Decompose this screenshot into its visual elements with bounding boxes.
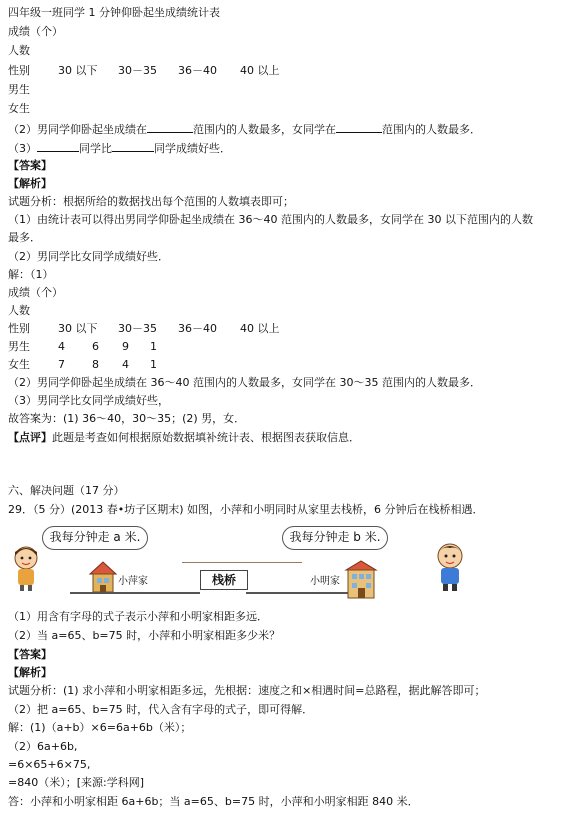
table1-range-row [8, 64, 338, 78]
table1-gender-header: 性别 [8, 64, 30, 77]
table1-range-3: 36－40 [178, 64, 217, 77]
analysis1-line4: （2）男同学比女同学成绩好些． [8, 250, 169, 263]
q2-text-a: （2）男同学仰卧起坐成绩在 [8, 123, 147, 136]
question-3 [8, 140, 231, 156]
boy-icon [430, 540, 470, 592]
table2-people-header: 人数 [8, 304, 30, 317]
answer-tag-2: 【答案】 [8, 648, 52, 661]
q3-text-c: 同学成绩好些． [154, 142, 231, 155]
analysis2-line5: =6×65+6×75, [8, 758, 91, 771]
table2-range-row [8, 322, 338, 336]
road-left [70, 592, 200, 594]
q2-text-b: 范围内的人数最多，女同学在 [193, 123, 336, 136]
table1-girl-row: 女生 [8, 102, 30, 115]
table2-boy-value: 6 [92, 340, 99, 353]
table2-boy-value: 4 [58, 340, 65, 353]
section-6-heading: 六、解决问题（17 分） [8, 484, 125, 497]
analysis2-line6: =840（米）；[来源:学科网] [8, 776, 145, 789]
table2-range-3: 36－40 [178, 322, 217, 335]
table2-boy-row [8, 340, 338, 354]
table2-range-4: 40 以上 [240, 322, 280, 335]
meeting-figure [0, 524, 580, 604]
table2-girl-value: 8 [92, 358, 99, 371]
answer-tag: 【答案】 [8, 159, 52, 172]
building-icon [344, 560, 378, 600]
question-2 [8, 121, 481, 137]
comment-tag: 【点评】 [8, 431, 52, 444]
table2-girl-value: 1 [150, 358, 157, 371]
table1-range-4: 40 以上 [240, 64, 280, 77]
home-left-label: 小萍家 [118, 576, 148, 587]
table2-girl-value: 7 [58, 358, 65, 371]
analysis2-line2: （2）把 a=65、b=75 时，代入含有字母的式子，即可得解． [8, 703, 314, 716]
table1-score-header: 成绩（个） [8, 25, 63, 38]
table1-range-1: 30 以下 [58, 64, 98, 77]
home-right-label: 小明家 [310, 576, 340, 587]
solution-line1: （2）男同学仰卧起坐成绩在 36～40 范围内的人数最多，女同学在 30～35 范围内的人数最多． [8, 376, 481, 389]
table2-boy-value: 9 [122, 340, 129, 353]
question-29: 29．（5 分）(2013 春•坊子区期末) 如图，小萍和小明同时从家里去栈桥，6 分钟后在栈桥相遇． [8, 503, 484, 516]
comment-text: 此题是考查如何根据原始数据填补统计表、根据图表获取信息． [52, 431, 360, 444]
q29-part1: （1）用含有字母的式子表示小萍和小明家相距多远． [8, 610, 268, 623]
table2-girl-row [8, 358, 338, 372]
answer-blank [336, 121, 382, 133]
table1-title: 四年级一班同学 1 分钟仰卧起坐成绩统计表 [8, 6, 220, 19]
analysis1-line2: （1）由统计表可以得出男同学仰卧起坐成绩在 36～40 范围内的人数最多，女同学在 30 以下范围内的人数 [8, 213, 533, 226]
speech-bubble-right: 我每分钟走 b 米. [282, 526, 388, 550]
table2-boy-label: 男生 [8, 340, 30, 353]
analysis1-line3: 最多． [8, 231, 41, 244]
table1-range-2: 30－35 [118, 64, 157, 77]
bridge-rail [182, 562, 302, 563]
answer-blank [37, 140, 79, 152]
table2-score-header: 成绩（个） [8, 286, 63, 299]
answer-blank [147, 121, 193, 133]
analysis1-line5: 解：（1） [8, 268, 54, 281]
table2-girl-value: 4 [122, 358, 129, 371]
table2-range-1: 30 以下 [58, 322, 98, 335]
solution-line3: 故答案为：(1) 36～40，30～35；(2) 男，女． [8, 412, 246, 425]
house-icon [88, 560, 118, 594]
q29-part2: （2）当 a=65、b=75 时，小萍和小明家相距多少米？ [8, 629, 281, 642]
analysis2-line1: 试题分析：(1) 求小萍和小明家相距多远，先根据：速度之和×相遇时间=总路程，据此解答即可； [8, 684, 486, 697]
table2-gender-header: 性别 [8, 322, 30, 335]
girl-icon [8, 544, 44, 592]
table1-people-header: 人数 [8, 44, 30, 57]
analysis2-line3: 解：(1)（a+b）×6=6a+6b（米）； [8, 721, 192, 734]
comment-line [8, 431, 360, 445]
solution-line2: （3）男同学比女同学成绩好些， [8, 394, 169, 407]
analysis-tag: 【解析】 [8, 177, 52, 190]
answer-blank [112, 140, 154, 152]
table2-range-2: 30－35 [118, 322, 157, 335]
q2-text-c: 范围内的人数最多． [382, 123, 481, 136]
analysis2-line7: 答：小萍和小明家相距 6a+6b；当 a=65、b=75 时，小萍和小明家相距 840 米． [8, 795, 419, 808]
table1-boy-row: 男生 [8, 83, 30, 96]
bridge-label: 栈桥 [200, 570, 248, 590]
q3-text-a: （3） [8, 142, 37, 155]
table2-boy-value: 1 [150, 340, 157, 353]
analysis1-line1: 试题分析：根据所给的数据找出每个范围的人数填表即可； [8, 195, 294, 208]
analysis2-line4: （2）6a+6b, [8, 740, 78, 753]
analysis-tag-2: 【解析】 [8, 666, 52, 679]
speech-bubble-left: 我每分钟走 a 米. [42, 526, 148, 550]
q3-text-b: 同学比 [79, 142, 112, 155]
table2-girl-label: 女生 [8, 358, 30, 371]
